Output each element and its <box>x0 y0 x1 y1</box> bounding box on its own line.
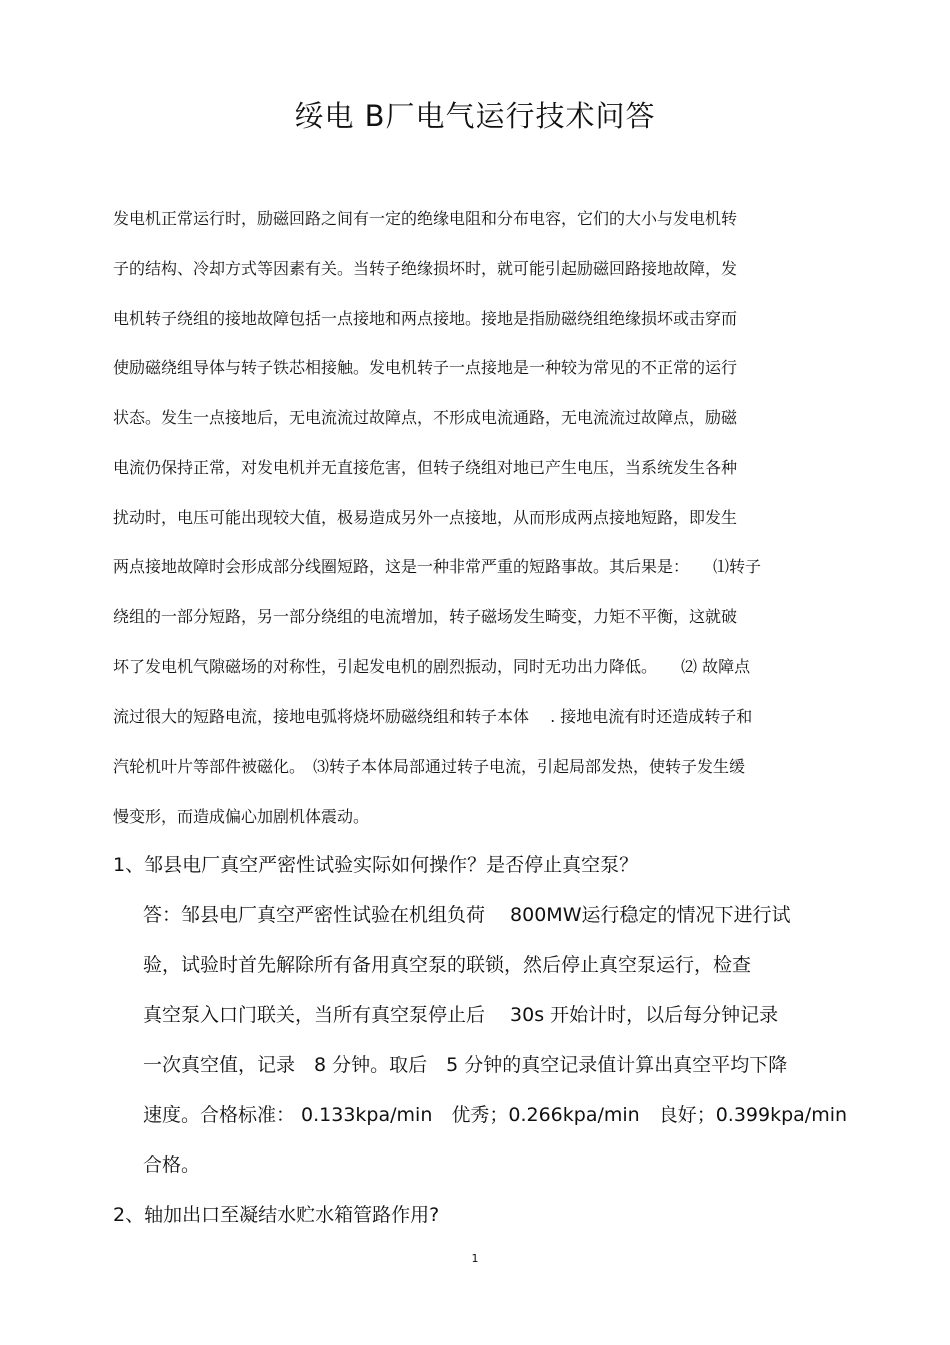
intro-line: 汽轮机叶片等部件被磁化。 ⑶转子本体局部通过转子电流，引起局部发热，使转子发生缓 <box>113 757 746 776</box>
intro-line: 发电机正常运行时，励磁回路之间有一定的绝缘电阻和分布电容，它们的大小与发电机转 <box>113 209 738 228</box>
answer-line: 真空泵入口门联关，当所有真空泵停止后 30s 开始计时，以后每分钟记录 <box>143 1004 779 1026</box>
intro-line: 状态。发生一点接地后，无电流流过故障点，不形成电流通路，无电流流过故障点，励磁 <box>113 408 738 427</box>
intro-line: 绕组的一部分短路，另一部分绕组的电流增加，转子磁场发生畸变，力矩不平衡，这就破 <box>113 607 738 626</box>
answer-line: 一次真空值，记录 8 分钟。取后 5 分钟的真空记录值计算出真空平均下降 <box>143 1054 788 1076</box>
intro-line: 坏了发电机气隙磁场的对称性，引起发电机的剧烈振动，同时无功出力降低。 ⑵ 故障点 <box>113 657 751 676</box>
intro-line: 电流仍保持正常，对发电机并无直接危害，但转子绕组对地已产生电压，当系统发生各种 <box>113 458 738 477</box>
intro-line: 两点接地故障时会形成部分线圈短路，这是一种非常严重的短路事故。其后果是： ⑴转子 <box>113 557 762 576</box>
answer-line: 答：邹县电厂真空严密性试验在机组负荷 800MW运行稳定的情况下进行试 <box>143 904 791 926</box>
intro-line: 慢变形，而造成偏心加剧机体震动。 <box>113 807 370 826</box>
intro-line: 扰动时，电压可能出现较大值，极易造成另外一点接地，从而形成两点接地短路，即发生 <box>113 508 738 527</box>
intro-line: 电机转子绕组的接地故障包括一点接地和两点接地。接地是指励磁绕组绝缘损坏或击穿而 <box>113 309 738 328</box>
intro-line: 流过很大的短路电流，接地电弧将烧坏励磁绕组和转子本体 . 接地电流有时还造成转子和 <box>113 707 753 726</box>
answer-line: 速度。合格标准： 0.133kpa/min 优秀；0.266kpa/min 良好；0.399kpa/min <box>143 1104 848 1126</box>
intro-line: 使励磁绕组导体与转子铁芯相接触。发电机转子一点接地是一种较为常见的不正常的运行 <box>113 358 738 377</box>
question-heading: 2、轴加出口至凝结水贮水箱管路作用? <box>113 1204 440 1226</box>
page-number: 1 <box>471 1252 479 1265</box>
document-title: 绥电 B厂电气运行技术问答 <box>294 99 656 133</box>
answer-line: 合格。 <box>143 1154 201 1176</box>
question-heading: 1、邹县电厂真空严密性试验实际如何操作？是否停止真空泵？ <box>113 854 639 876</box>
intro-line: 子的结构、冷却方式等因素有关。当转子绝缘损坏时，就可能引起励磁回路接地故障，发 <box>113 259 738 278</box>
answer-line: 验，试验时首先解除所有备用真空泵的联锁，然后停止真空泵运行，检查 <box>143 954 752 976</box>
